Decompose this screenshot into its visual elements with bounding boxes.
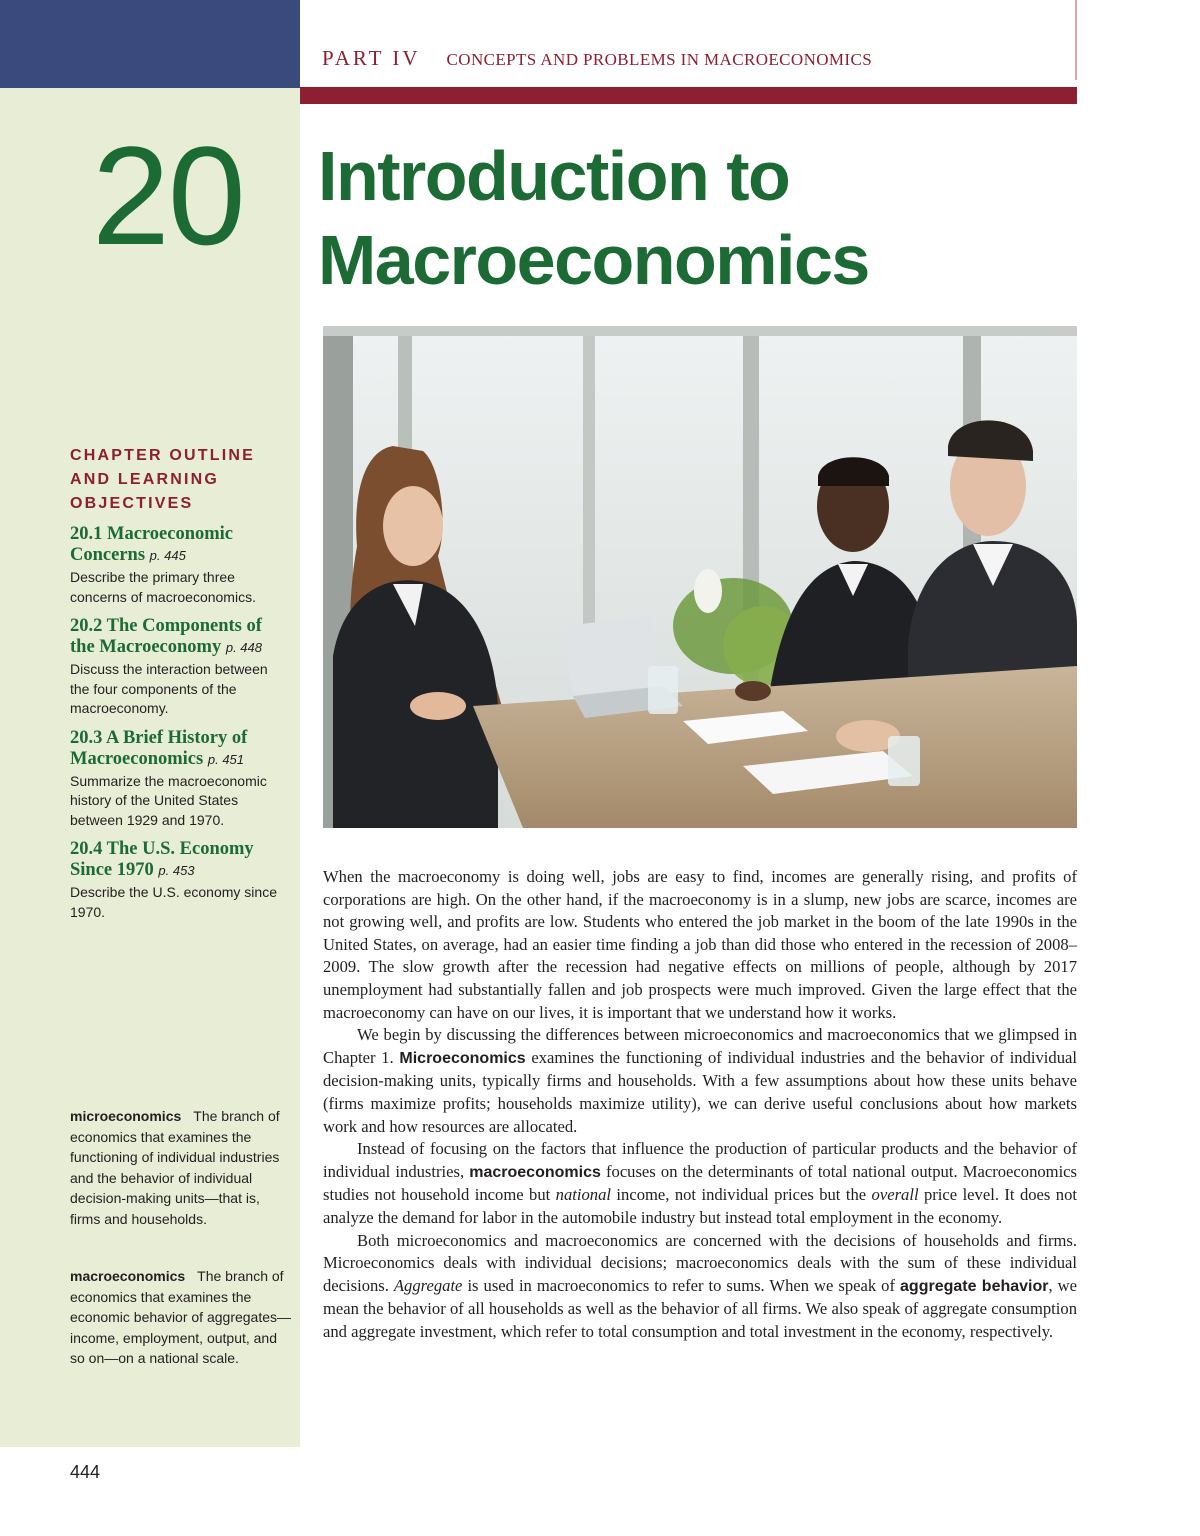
margin-definition-microeconomics [70, 1106, 292, 1229]
key-term: aggregate behavior [900, 1277, 1049, 1295]
header-rule [300, 87, 1077, 104]
objective-desc: Summarize the macroeconomic history of the United States between 1929 and 1970. [70, 772, 267, 828]
outline-heading: CHAPTER OUTLINE AND LEARNING OBJECTIVES [70, 447, 255, 512]
objective-page: p. 451 [207, 751, 245, 767]
objective-item [70, 728, 290, 831]
key-term: Microeconomics [399, 1049, 526, 1067]
corner-color-block [0, 0, 300, 88]
page-number: 444 [70, 1462, 101, 1482]
body-paragraph: We begin by discussing the differences between microeconomics and macroeconomics that we glimpsed in Chapter 1. Microeconomics examines the functioning of individual industries and the behavior of individual decision-making units, typically firms and households. With a few assumptions about how these units behave (firms maximize profits; households maximize utility), we can derive useful conclusions about how markets work and how resources are allocated. [323, 1025, 1077, 1136]
objective-desc: Describe the U.S. economy since 1970. [70, 884, 277, 920]
objective-title: 20.3 A Brief History of Macroeconomics [70, 727, 248, 769]
objective-item [70, 524, 290, 607]
key-term: macroeconomics [469, 1163, 601, 1181]
objective-item [70, 616, 290, 719]
objective-page: p. 445 [149, 548, 186, 563]
objective-item [70, 839, 290, 922]
objective-desc: Describe the primary three concerns of macroeconomics. [70, 569, 256, 605]
body-text [323, 866, 1077, 1343]
definition-text: The branch of economics that examines the economic behavior of aggregates—income, employment, output, and so on—on a national scale. [70, 1268, 292, 1366]
definition-term: macroeconomics [70, 1268, 186, 1284]
business-meeting-photo [323, 326, 1077, 828]
chapter-outline [70, 444, 290, 931]
objective-page: p. 453 [158, 863, 195, 878]
margin-definition-macroeconomics [70, 1266, 292, 1369]
chapter-title-line2: Macroeconomics [318, 221, 869, 299]
objective-desc: Discuss the interaction between the four components of the macroeconomy. [70, 661, 268, 716]
part-header [322, 46, 872, 74]
definition-term: microeconomics [70, 1108, 182, 1124]
objective-title: 20.2 The Components of the Macroeconomy [70, 616, 262, 657]
objective-page: p. 448 [225, 640, 262, 655]
part-label: PART IV [322, 46, 421, 70]
definition-text: The branch of economics that examines the functioning of individual industries and the behavior of individual decision-making units—that is, firms and households. [70, 1108, 280, 1227]
body-paragraph: Instead of focusing on the factors that influence the production of particular products and the behavior of individual industries, macroeconomics focuses on the determinants of total national output. Macroeconomics studies not household income but national income, not individual prices but the overall price level. It does not analyze the demand for labor in the automobile industry but instead total employment in the economy. [323, 1139, 1077, 1227]
objective-title: 20.1 Macroeconomic Concerns [70, 524, 234, 565]
chapter-number: 20 [92, 117, 244, 274]
body-paragraph: When the macroeconomy is doing well, jobs are easy to find, incomes are generally rising, and profits of corporations are high. On the other hand, if the macroeconomy is in a slump, new jobs are scarce, incomes are not growing well, and profits are low. Students who entered the job market in the boom of the late 1990s in the United States, on average, had an easier time finding a job than did those who entered in the recession of 2008–2009. The slow growth after the recession had negative effects on millions of people, although by 2017 unemployment had substantially fallen and job prospects were much improved. Given the large effect that the macroeconomy can have on our lives, it is important that we understand how it works. [323, 867, 1077, 1022]
chapter-title-line1: Introduction to [318, 137, 790, 215]
objective-title: 20.4 The U.S. Economy Since 1970 [70, 839, 254, 880]
part-title: CONCEPTS AND PROBLEMS IN MACROECONOMICS [446, 50, 873, 69]
chapter-title [318, 134, 1078, 302]
body-paragraph: Both microeconomics and macroeconomics are concerned with the decisions of households and firms. Microeconomics deals with individual decisions; macroeconomics deals with the sum of these individual decisions. Aggregate is used in macroeconomics to refer to sums. When we speak of aggregate behavior, we mean the behavior of all households as well as the behavior of all firms. We also speak of aggregate consumption and aggregate investment, which refer to total consumption and total investment in the economy, respectively. [323, 1230, 1077, 1341]
header-edge-line [1075, 0, 1077, 80]
